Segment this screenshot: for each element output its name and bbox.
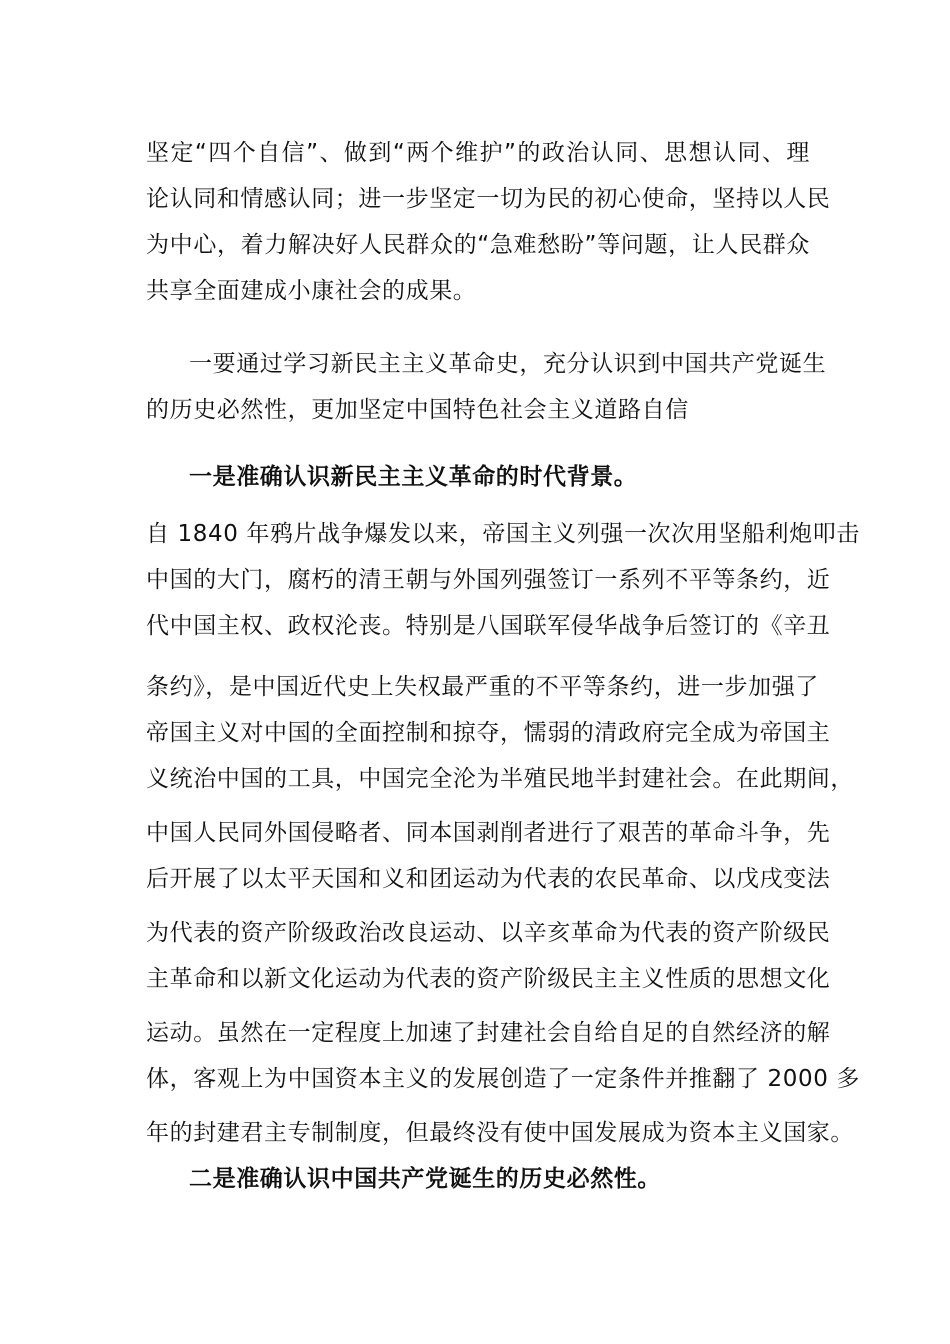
background-line-13: 年的封建君主专制制度，但最终没有使中国发展成为资本主义国家。	[146, 1120, 854, 1146]
background-line-7: 中国人民同外国侵略者、同本国剥削者进行了艰苦的革命斗争，先	[146, 820, 831, 846]
intro-line-3: 为中心，着力解决好人民群众的“急难愁盼”等问题，让人民群众	[146, 232, 810, 258]
intro-line-4: 共享全面建成小康社会的成果。	[146, 278, 477, 304]
intro-line-2: 论认同和情感认同；进一步坚定一切为民的初心使命，坚持以人民	[146, 186, 831, 212]
background-line-2: 中国的大门，腐朽的清王朝与外国列强签订一系列不平等条约，近	[146, 567, 831, 593]
background-line-9: 为代表的资产阶级政治改良运动、以辛亥革命为代表的资产阶级民	[146, 920, 831, 946]
background-line-4: 条约》，是中国近代史上失权最严重的不平等条约，进一步加强了	[146, 674, 819, 700]
section-one-title-line-2: 的历史必然性，更加坚定中国特色社会主义道路自信	[146, 397, 689, 423]
background-line-1: 自 1840 年鸦片战争爆发以来，帝国主义列强一次次用坚船利炮叩击	[146, 521, 860, 547]
intro-line-1: 坚定“四个自信”、做到“两个维护”的政治认同、思想认同、理	[146, 140, 810, 166]
background-line-12: 体，客观上为中国资本主义的发展创造了一定条件并推翻了 2000 多	[146, 1066, 860, 1092]
heading-background: 一是准确认识新民主主义革命的时代背景。	[189, 464, 638, 490]
background-line-8: 后开展了以太平天国和义和团运动为代表的农民革命、以戊戌变法	[146, 866, 831, 892]
background-line-6: 义统治中国的工具，中国完全沦为半殖民地半封建社会。在此期间，	[146, 766, 854, 792]
heading-party-birth: 二是准确认识中国共产党诞生的历史必然性。	[189, 1166, 661, 1192]
section-one-title-line-1: 一要通过学习新民主主义革命史，充分认识到中国共产党诞生	[189, 351, 827, 377]
background-line-5: 帝国主义对中国的全面控制和掠夺，懦弱的清政府完全成为帝国主	[146, 720, 831, 746]
background-line-3: 代中国主权、政权沦丧。特别是八国联军侵华战争后签订的《辛丑	[146, 613, 831, 639]
background-line-10: 主革命和以新文化运动为代表的资产阶级民主主义性质的思想文化	[146, 966, 831, 992]
background-line-11: 运动。虽然在一定程度上加速了封建社会自给自足的自然经济的解	[146, 1020, 831, 1046]
